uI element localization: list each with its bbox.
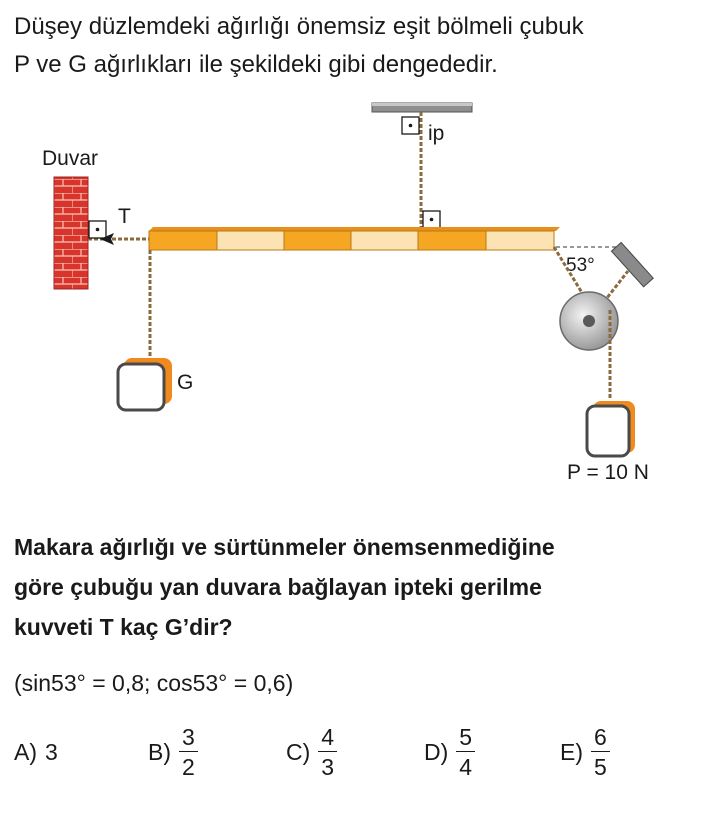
- option-c-denominator: 3: [321, 753, 335, 780]
- option-c-numerator: 4: [318, 723, 337, 752]
- given-values: (sin53° = 0,8; cos53° = 0,6): [14, 670, 294, 696]
- option-b-denominator: 2: [182, 753, 195, 780]
- option-e-denominator: 5: [594, 753, 607, 780]
- rod-segment-5: [418, 231, 486, 250]
- option-c[interactable]: [286, 720, 337, 784]
- option-e[interactable]: [560, 720, 610, 784]
- option-e-fraction: [591, 723, 610, 782]
- option-a[interactable]: [14, 720, 58, 784]
- rod-segment-2: [217, 231, 284, 250]
- rod-segment-1: [149, 231, 217, 250]
- rod-segment-3: [284, 231, 351, 250]
- option-b-fraction: [179, 723, 198, 782]
- option-e-letter: E): [560, 738, 583, 765]
- option-b[interactable]: [148, 720, 198, 784]
- weight-p: [587, 401, 635, 456]
- option-e-numerator: 6: [591, 723, 610, 752]
- option-d[interactable]: [424, 720, 475, 784]
- weight-g-label: G: [177, 371, 194, 394]
- question-line-1: Makara ağırlığı ve sürtünmeler önemsenmediğine: [14, 534, 555, 560]
- question-text: [14, 527, 704, 647]
- question-line-3: kuvveti T kaç G’dir?: [14, 614, 233, 640]
- option-d-numerator: 5: [456, 723, 475, 752]
- rod: [149, 227, 560, 250]
- option-c-letter: C): [286, 738, 311, 765]
- physics-figure: [0, 95, 721, 495]
- rod-segment-6: [486, 231, 554, 250]
- angle-label: 53°: [566, 255, 595, 276]
- rope-label: ip: [428, 122, 445, 145]
- tension-label: T: [118, 205, 131, 228]
- option-a-value: 3: [45, 738, 58, 765]
- option-b-numerator: 3: [179, 723, 198, 752]
- tension-arrow-icon: [100, 233, 114, 245]
- intro-text: [14, 8, 714, 84]
- option-d-denominator: 4: [459, 753, 473, 780]
- answer-options: [14, 720, 714, 790]
- question-line-2: göre çubuğu yan duvara bağlayan ipteki gerilme: [14, 574, 542, 600]
- option-d-letter: D): [424, 738, 449, 765]
- brick-wall: [54, 177, 88, 289]
- rod-segment-4: [351, 231, 418, 250]
- option-b-letter: B): [148, 738, 171, 765]
- weight-g: [118, 358, 172, 410]
- weight-p-label: P = 10 N: [567, 461, 649, 484]
- wall-label: Duvar: [42, 147, 99, 170]
- intro-line-1: Düşey düzlemdeki ağırlığı önemsiz eşit bölmeli çubuk: [14, 13, 584, 40]
- ceiling-plate: [372, 103, 472, 112]
- option-c-fraction: [318, 723, 337, 782]
- option-a-letter: A): [14, 738, 37, 765]
- intro-line-2: P ve G ağırlıkları ile şekildeki gibi dengededir.: [14, 51, 498, 78]
- option-d-fraction: [456, 723, 475, 782]
